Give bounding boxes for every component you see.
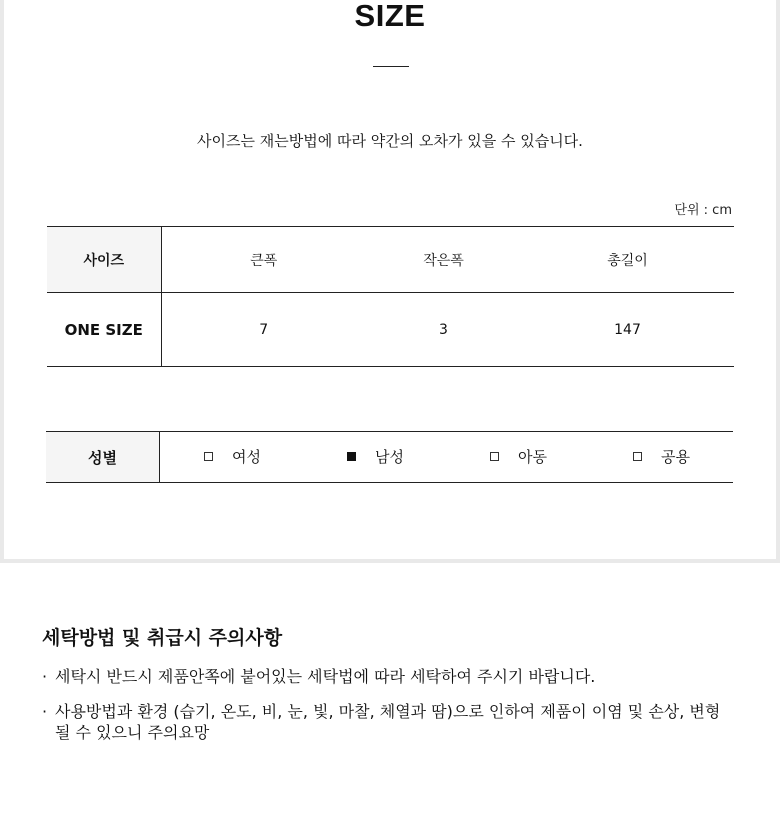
value-narrow-width: 3 [366,293,521,367]
gender-option-label: 남성 [375,447,404,466]
size-title: SIZE [354,0,426,33]
care-item-text: 사용방법과 환경 (습기, 온도, 비, 눈, 빛, 마찰, 체열과 땀)으로 인하여 제품이 이염 및 손상, 변형될 수 있으니 주의요망 [55,702,721,742]
unit-label: 단위 : cm [674,203,732,218]
care-list [42,666,722,757]
checkbox-male [347,452,356,461]
gender-option-label: 공용 [661,447,690,466]
gender-label: 성별 [46,432,160,482]
size-table [47,226,734,367]
table-row [47,293,734,367]
size-table-header-row [47,227,734,293]
bullet: · [42,702,48,721]
row-size-label: ONE SIZE [47,293,161,367]
title-divider [373,66,409,67]
gender-options [160,432,733,482]
header-size: 사이즈 [47,227,161,293]
gender-table [46,431,733,483]
header-total-length: 총길이 [521,227,734,293]
care-section [0,563,780,832]
list-item [42,701,722,743]
care-item-text: 세탁시 반드시 제품안쪽에 붙어있는 세탁법에 따라 세탁하여 주시기 바랍니다. [55,667,596,686]
gender-option-unisex [633,432,690,480]
checkbox-female [204,452,213,461]
checkbox-kids [490,452,499,461]
checkbox-unisex [633,452,642,461]
gender-option-label: 여성 [232,447,261,466]
header-narrow-width: 작은폭 [366,227,521,293]
gender-option-kids [490,432,547,480]
value-wide-width: 7 [161,293,366,367]
list-item [42,666,722,687]
value-total-length: 147 [521,293,734,367]
size-note: 사이즈는 재는방법에 따라 약간의 오차가 있을 수 있습니다. [197,132,583,150]
gender-option-label: 아동 [518,447,547,466]
bullet: · [42,667,48,686]
care-title: 세탁방법 및 취급시 주의사항 [42,627,283,649]
header-wide-width: 큰폭 [161,227,366,293]
gender-option-female [204,432,261,480]
gender-option-male [347,432,404,480]
